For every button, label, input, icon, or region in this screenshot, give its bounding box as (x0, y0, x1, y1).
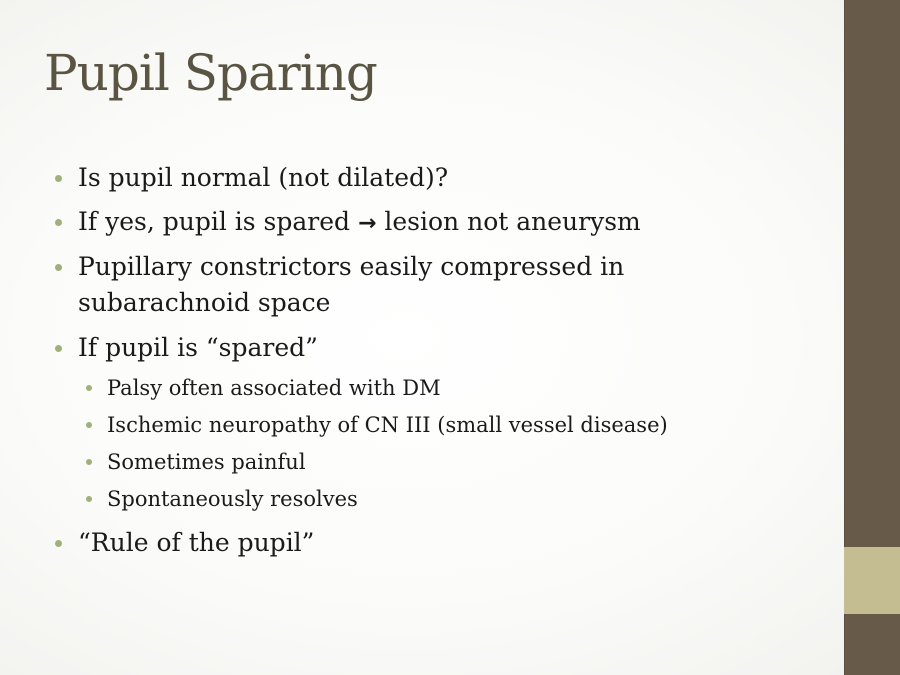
bullet-dot-icon (86, 385, 92, 391)
sub-bullet-item-resolves (107, 484, 358, 514)
sub-bullet-text: Spontaneously resolves (107, 487, 358, 511)
bullet-text-line-2: subarachnoid space (78, 288, 331, 317)
slide-title: Pupil Sparing (44, 44, 377, 102)
bullet-text: If pupil is “spared” (78, 333, 318, 362)
bullet-dot-icon (55, 540, 62, 547)
bullet-text-before: If yes, pupil is spared (78, 207, 351, 236)
bullet-dot-icon (55, 175, 62, 182)
sub-bullet-item-ischemic (107, 410, 668, 440)
bullet-dot-icon (55, 345, 62, 352)
bullet-dot-icon (86, 422, 92, 428)
bullet-item-pupil-normal (78, 160, 448, 196)
bullet-item-if-spared (78, 330, 318, 366)
bullet-dot-icon (86, 496, 92, 502)
sub-bullet-text: Sometimes painful (107, 450, 306, 474)
sub-bullet-item-dm (107, 373, 441, 403)
right-arrow-icon: → (357, 211, 377, 236)
bullet-text: “Rule of the pupil” (78, 528, 315, 557)
sub-bullet-text: Palsy often associated with DM (107, 376, 441, 400)
sub-bullet-item-painful (107, 447, 306, 477)
bullet-dot-icon (86, 459, 92, 465)
bullet-dot-icon (55, 219, 62, 226)
side-decoration-accent (844, 547, 900, 614)
bullet-dot-icon (55, 264, 62, 271)
sub-bullet-text: Ischemic neuropathy of CN III (small vessel disease) (107, 413, 668, 437)
bullet-text-line-1: Pupillary constrictors easily compressed in (78, 252, 625, 281)
bullet-item-rule-of-pupil (78, 525, 314, 561)
bullet-item-constrictors (78, 249, 624, 321)
bullet-text-after: lesion not aneurysm (384, 207, 641, 236)
bullet-item-pupil-spared (78, 204, 641, 242)
bullet-text: Is pupil normal (not dilated)? (78, 163, 449, 192)
